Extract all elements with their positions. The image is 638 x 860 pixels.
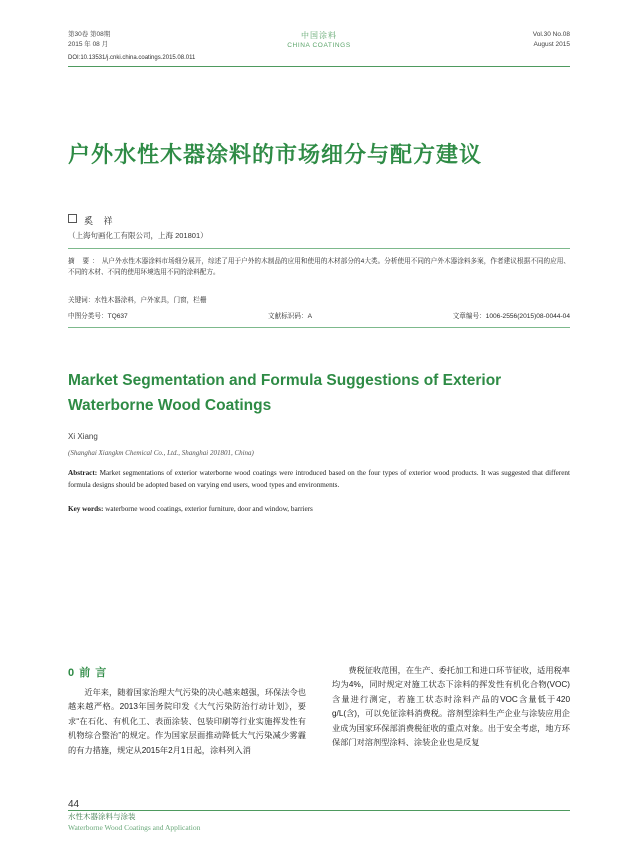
footer-section-cn: 水性木器涂料与涂装 <box>68 812 136 821</box>
section-title: 前 言 <box>79 667 108 679</box>
page-title-cn: 户外水性木器涂料的市场细分与配方建议 <box>68 142 483 167</box>
abstract-en <box>68 468 570 491</box>
body-column-left <box>68 686 306 758</box>
author-en: Xi Xiang <box>68 432 98 441</box>
document-code <box>268 310 312 320</box>
section-number: 0 <box>68 667 76 679</box>
body-paragraph: 费税征收范围，在生产、委托加工和进口环节征收，适用税率均为4%，同时规定对施工状态下涂料的挥发性有机化合物(VOC)含量进行测定，若施工状态时涂料产品的VOC含量低于420 g/L(含)，可以免征涂料消费税。溶剂型涂料生产企业与涂装应用企业成为国家环保部消费税征收的重点对象。出于安全考虑，地方环保部门对溶剂型涂料、涂装企业也是反复 <box>332 666 570 748</box>
abstract-label-en: Abstract: <box>68 469 98 477</box>
keywords-label-en: Key words: <box>68 505 104 513</box>
article-id-label: 文章编号： <box>452 313 486 320</box>
issue-date-cn: 2015 年 08 月 <box>68 41 109 48</box>
journal-name-en: CHINA COATINGS <box>287 42 351 49</box>
page-footer <box>68 798 200 833</box>
running-head-center <box>287 30 351 50</box>
keywords-en <box>68 504 570 516</box>
square-bullet-icon <box>68 214 77 223</box>
abstract-label-cn: 摘 要： <box>68 258 102 265</box>
journal-name-cn: 中国涂料 <box>300 31 337 40</box>
author-name-cn: 奚 祥 <box>84 216 117 226</box>
volume-issue-en: Vol.30 No.08 <box>532 31 570 38</box>
clc-label: 中图分类号： <box>68 313 108 320</box>
body-paragraph: 近年来，随着国家治理大气污染的决心越来越强，环保法令也越来越严格。2013年国务院印发《大气污染防治行动计划》，要求“在石化、有机化工、表面涂装、包装印刷等行业实施挥发性有机物综合整治”的规定。作为国家层面推动降低大气污染减少雾霾的有力措施，规定从2015年2月1日起，涂料列入消 <box>68 688 306 755</box>
keywords-text-en: waterborne wood coatings, exterior furniture, door and window, barriers <box>103 505 313 513</box>
header-divider <box>68 66 570 67</box>
abstract-cn <box>68 256 570 278</box>
volume-issue: 第30卷 第08期 <box>68 31 111 38</box>
running-head-left <box>68 30 110 50</box>
doi-line: DOI:10.13531/j.cnki.china.coatings.2015.08.011 <box>68 55 196 61</box>
keywords-text-cn: 水性木器涂料，户外家具，门窗，栏栅 <box>94 297 207 304</box>
issue-date-en: August 2015 <box>533 41 570 48</box>
article-id-value: 1006-2556(2015)08-0044-04 <box>485 313 570 320</box>
clc-value: TQ637 <box>107 313 128 320</box>
page-title-en: Market Segmentation and Formula Suggestions of Exterior Waterborne Wood Coatings <box>68 372 502 414</box>
affiliation-en: (Shanghai Xiangkm Chemical Co., Ltd., Shanghai 201801, China) <box>68 449 254 457</box>
abstract-text-en: Market segmentations of exterior waterborne wood coatings were introduced based on the four types of exterior wood products. It was suggested that different formula designs should be adopted based on varying end users, wood types and environments. <box>68 469 570 489</box>
classification-row <box>68 310 570 322</box>
document-code-label: 文献标识码： <box>268 313 308 320</box>
affiliation-cn: （上海句画化工有限公司，上海 201801） <box>68 231 208 240</box>
author-cn <box>68 214 117 227</box>
clc-number <box>68 310 128 320</box>
page-number: 44 <box>68 799 80 810</box>
article-id <box>453 310 570 320</box>
running-head-right <box>533 30 570 50</box>
keywords-label-cn: 关键词： <box>68 297 95 304</box>
keywords-cn <box>68 295 570 306</box>
body-column-right <box>332 664 570 750</box>
footer-section-en: Waterborne Wood Coatings and Application <box>68 823 201 832</box>
abstract-text-cn: 从户外水性木器涂料市场细分展开，综述了用于户外的木制品的应用和使用的木材部分的4大类。分析使用不同的户外木器涂料多案，作者建议根据不同的应用、不同的木材、不同的使用环境选用不同的涂料配方。 <box>68 258 570 276</box>
document-code-value: A <box>307 313 312 320</box>
abstract-divider-top <box>68 248 570 249</box>
abstract-divider-bottom <box>68 327 570 328</box>
section-heading <box>68 664 107 680</box>
